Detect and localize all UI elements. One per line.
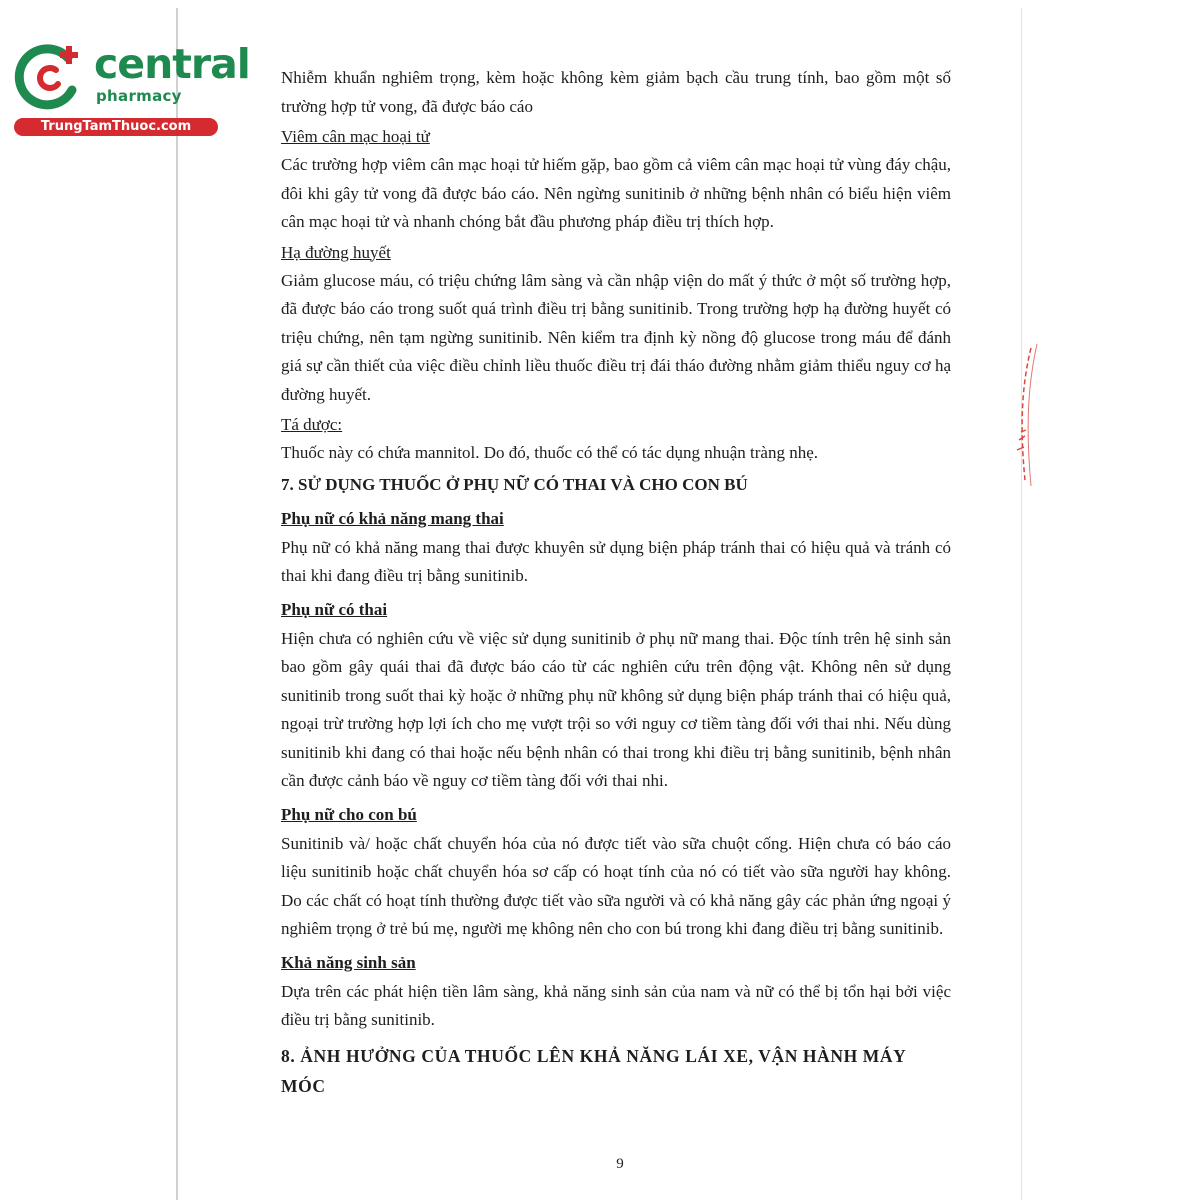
subheading: Phụ nữ có thai	[281, 599, 388, 619]
subheading: Khả năng sinh sản	[281, 952, 416, 972]
logo-website: TrungTamThuoc.com	[14, 118, 218, 136]
page-number: 9	[616, 1156, 624, 1172]
central-pharmacy-logo	[8, 34, 250, 136]
subheading: Tá dược:	[281, 415, 343, 434]
subheading: Phụ nữ cho con bú	[281, 804, 417, 824]
paragraph: Giảm glucose máu, có triệu chứng lâm sàng và cần nhập viện do mất ý thức ở một số trường hợp, đã được báo cáo trong suốt quá trình điều trị bằng sunitinib. Trong trường hợp hạ đường huyết có triệu chứng, nên tạm ngừng sunitinib. Nên kiểm tra định kỳ nồng độ glucose trong máu để đánh giá sự cần thiết của việc điều chỉnh liều thuốc điều trị đái tháo đường nhằm giảm thiểu nguy cơ hạ đường huyết.	[281, 270, 951, 404]
section-heading: 7. SỬ DỤNG THUỐC Ở PHỤ NỮ CÓ THAI VÀ CHO CON BÚ	[281, 474, 748, 494]
subheading: Viêm cân mạc hoại tử	[281, 127, 430, 146]
logo-wordmark: central	[94, 40, 250, 88]
paragraph: Hiện chưa có nghiên cứu về việc sử dụng sunitinib ở phụ nữ mang thai. Độc tính trên hệ sinh sản bao gồm gây quái thai đã được báo cáo từ các nghiên cứu trên động vật. Không nên sử dụng sunitinib trong suốt thai kỳ hoặc ở những phụ nữ không sử dụng biện pháp tránh thai có hiệu quả, ngoại trừ trường hợp lợi ích cho mẹ vượt trội so với nguy cơ tiềm tàng đối với thai nhi. Nếu dùng sunitinib khi đang có thai hoặc nếu bệnh nhân có thai trong khi điều trị bằng sunitinib, bệnh nhân cần được cảnh báo về nguy cơ tiềm tàng đối với thai nhi.	[281, 628, 951, 790]
section-heading: 8. ẢNH HƯỞNG CỦA THUỐC LÊN KHẢ NĂNG LÁI XE, VẬN HÀNH MÁY MÓC	[281, 1045, 906, 1096]
paragraph: Sunitinib và/ hoặc chất chuyển hóa của nó được tiết vào sữa chuột cống. Hiện chưa có báo cáo liệu sunitinib hoặc chất chuyển hóa sơ cấp có hoạt tính của nó có tiết vào sữa người hay không. Do các chất có hoạt tính thường được tiết vào sữa người và có khả năng gây các phản ứng ngoại ý nghiêm trọng ở trẻ bú mẹ, người mẹ không nên cho con bú trong khi đang điều trị bằng sunitinib.	[281, 833, 951, 938]
paragraph: Dựa trên các phát hiện tiền lâm sàng, khả năng sinh sản của nam và nữ có thể bị tổn hại bởi việc điều trị bằng sunitinib.	[281, 981, 951, 1029]
logo-subtitle: pharmacy	[96, 87, 182, 105]
paragraph: Các trường hợp viêm cân mạc hoại tử hiếm gặp, bao gồm cả viêm cân mạc hoại tử vùng đáy chậu, đôi khi gây tử vong đã được báo cáo. Nên ngừng sunitinib ở những bệnh nhân có biểu hiện viêm cân mạc hoại tử và nhanh chóng bắt đầu phương pháp điều trị thích hợp.	[281, 155, 951, 231]
page-edge-left	[176, 8, 178, 1200]
pharmacy-cross-icon	[12, 38, 86, 112]
paragraph: Thuốc này có chứa mannitol. Do đó, thuốc có thể có tác dụng nhuận tràng nhẹ.	[281, 443, 819, 462]
document-body	[281, 64, 951, 1101]
subheading: Hạ đường huyết	[281, 242, 391, 262]
subheading: Phụ nữ có khả năng mang thai	[281, 508, 504, 528]
paragraph: Phụ nữ có khả năng mang thai được khuyên sử dụng biện pháp tránh thai có hiệu quả và tránh có thai khi đang điều trị bằng sunitinib.	[281, 537, 951, 585]
paragraph: Nhiễm khuẩn nghiêm trọng, kèm hoặc không kèm giảm bạch cầu trung tính, bao gồm một số trường hợp tử vong, đã được báo cáo	[281, 68, 951, 116]
red-seal-stamp	[1005, 340, 1045, 490]
page-edge-right	[1021, 8, 1022, 1200]
